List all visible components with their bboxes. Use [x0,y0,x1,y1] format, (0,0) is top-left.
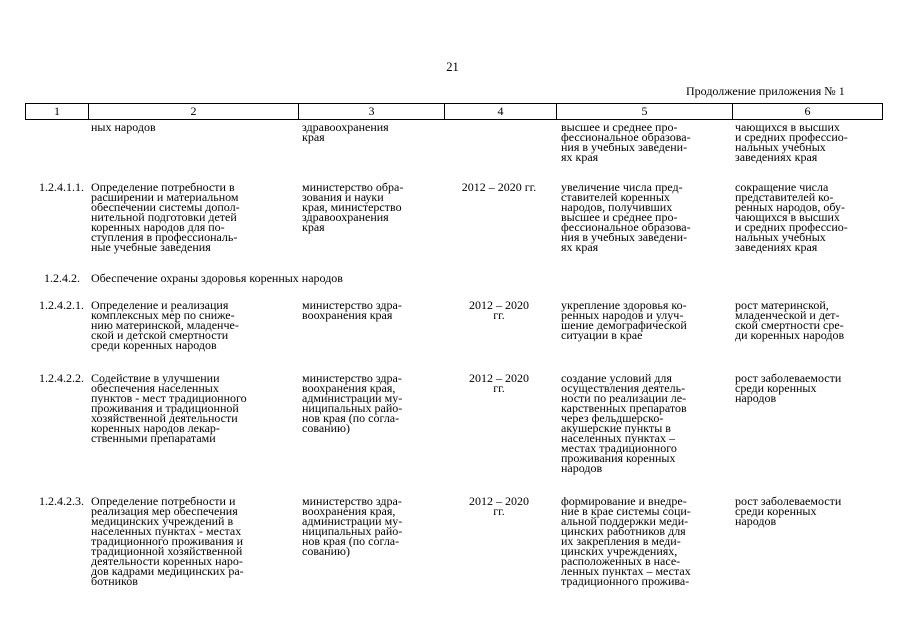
text-line: нительной подготовки детей [91,210,237,224]
continuation-label: Продолжение приложения № 1 [686,84,845,98]
page-number: 21 [446,60,459,74]
row-task-cell [91,496,291,586]
text-line: администрации му- [302,391,403,405]
text-line: сованию) [302,544,350,558]
text-line: воохранения края, [302,381,396,395]
text-line: гг. [493,381,505,395]
text-line: зования и науки [302,190,384,204]
row-period-cell [443,300,555,320]
text-line: Определение потребности и [91,494,236,508]
subheading-text: Обеспечение охраны здоровья коренных народов [91,271,343,285]
row-period-cell [443,373,555,393]
text-line: ской и детской смертности [91,328,229,342]
text-line: ставителей коренных [561,190,670,204]
text-line: заведениях края [735,240,818,254]
text-line: 2012 – 2020 гг. [461,180,537,194]
text-line: акушерские пункты в [561,421,671,435]
text-line: народов [561,461,603,475]
header-col-5: 5 [556,104,732,119]
header-col-1: 1 [54,104,60,118]
text-line: ситуации в крае [561,328,643,342]
text-line: высшее и среднее про- [561,120,678,134]
text-line: ренных народов, обу- [735,200,846,214]
text-line: 2012 – 2020 [469,494,529,508]
text-line: здравоохранения [302,120,389,134]
text-line: 2012 – 2020 [469,371,529,385]
text-line: нов края (по согла- [302,534,400,548]
text-line: министерство здра- [302,371,402,385]
text-line: ступления в профессиональ- [91,230,238,244]
text-line: края [302,220,325,234]
text-line: ди коренных народов [735,328,845,342]
row-period-cell [443,182,555,192]
row-executor-cell [302,182,440,232]
row-effect-cell [735,122,881,162]
subheading-number: 1.2.4.2. [44,271,80,285]
text-line: ных народов [91,120,156,134]
text-line: нию материнской, младенче- [91,318,239,332]
row-number: 1.2.4.2.2. [39,371,84,385]
text-line: Определение и реализация [91,298,229,312]
text-line: местах традиционного [561,441,677,455]
text-line: ской смертности сре- [735,318,844,332]
text-line: сокращение числа [735,180,829,194]
text-line: расположенных в насе- [561,554,681,568]
text-line: ниципальных райо- [302,401,403,415]
text-line: увеличение числа пред- [561,180,683,194]
text-line: создание условий для [561,371,672,385]
text-line: ленных пунктах – местах [561,564,691,578]
row-executor-cell [302,496,440,556]
text-line: рост материнской, [735,298,829,312]
text-line: нальных учебных [735,230,826,244]
text-line: ренных народов и улуч- [561,308,684,322]
text-line: хозяйственной деятельности [91,411,238,425]
text-line: высшее и среднее про- [561,210,678,224]
text-line: ности по реализации ле- [561,391,687,405]
text-line: народов [735,391,777,405]
text-line: администрации му- [302,514,403,528]
text-line: воохранения края [302,308,393,322]
text-line: шение демографической [561,318,687,332]
text-line: цинских учреждениях, [561,544,678,558]
text-line: реализация мер обеспечения [91,504,238,518]
row-effect-cell [735,300,881,340]
text-line: нов края (по согла- [302,411,400,425]
text-line: дов кадрами медицинских ра- [91,564,244,578]
text-line: ниципальных райо- [302,524,403,538]
text-line: ственными препаратами [91,431,216,445]
row-task-cell [91,122,291,132]
text-line: ные учебные заведения [91,240,211,254]
text-line: гг. [493,504,505,518]
row-result-cell [561,496,728,586]
text-line: фессиональное образова- [561,130,691,144]
text-line: 2012 – 2020 [469,298,529,312]
text-line: деятельности коренных наро- [91,554,243,568]
text-line: и средних профессио- [735,220,848,234]
text-line: министерство обра- [302,180,404,194]
row-number: 1.2.4.2.1. [39,298,84,312]
text-line: среди коренных [735,504,817,518]
text-line: здравоохранения [302,210,389,224]
text-line: обеспечении системы допол- [91,200,240,214]
row-task-cell [91,300,291,350]
text-line: воохранения края, [302,504,396,518]
text-line: укрепление здоровья ко- [561,298,687,312]
text-line: младенческой и дет- [735,308,840,322]
text-line: края [302,130,325,144]
text-line: ботников [91,574,138,588]
table-header-row [25,103,883,120]
text-line: представителей ко- [735,190,834,204]
text-line: ния в учебных заведени- [561,230,688,244]
text-line: гг. [493,308,505,322]
text-line: рост заболеваемости [735,371,842,385]
text-line: традиционного прожива- [561,574,690,588]
text-line: фессиональное образова- [561,220,691,234]
row-number: 1.2.4.2.3. [39,494,84,508]
text-line: обеспечения населенных [91,381,219,395]
text-line: карственных препаратов [561,401,687,415]
text-line: среди коренных [735,381,817,395]
row-executor-cell [302,373,440,433]
text-line: альной поддержки меди- [561,514,689,528]
header-col-6: 6 [732,104,882,119]
row-effect-cell [735,496,881,526]
text-line: заведениях края [735,150,818,164]
row-result-cell [561,122,728,162]
text-line: проживания и традиционной [91,401,239,415]
text-line: чающихся в высших [735,210,840,224]
text-line: министерство здра- [302,494,402,508]
row-result-cell [561,373,728,473]
row-effect-cell [735,373,881,403]
row-executor-cell [302,122,440,142]
text-line: через фельдшерско- [561,411,664,425]
text-line: формирование и внедре- [561,494,687,508]
text-line: цинских работников для [561,524,686,538]
text-line: рост заболеваемости [735,494,842,508]
text-line: проживания коренных [561,451,676,465]
row-task-cell [91,373,291,443]
row-executor-cell [302,300,440,320]
text-line: расширении и материальном [91,190,239,204]
text-line: Содействие в улучшении [91,371,220,385]
text-line: традиционной хозяйственной [91,544,243,558]
text-line: и средних профессио- [735,130,848,144]
text-line: комплексных мер по сниже- [91,308,235,322]
header-col-4: 4 [444,104,556,119]
text-line: народов [735,514,777,528]
text-line: населенных пунктах – [561,431,675,445]
text-line: чающихся в высших [735,120,840,134]
header-col-2: 2 [88,104,298,119]
text-line: осуществления деятель- [561,381,686,395]
text-line: народов, получивших [561,200,673,214]
text-line: министерство здра- [302,298,402,312]
text-line: пунктов - мест традиционного [91,391,247,405]
row-period-cell [443,496,555,516]
text-line: среди коренных народов [91,338,217,352]
text-line: сованию) [302,421,350,435]
row-result-cell [561,300,728,340]
text-line: Определение потребности в [91,180,235,194]
text-line: ния в учебных заведени- [561,140,688,154]
header-col-3: 3 [298,104,444,119]
row-number: 1.2.4.1.1. [39,180,84,194]
text-line: традиционного проживания и [91,534,244,548]
text-line: населенных пунктах - местах [91,524,242,538]
text-line: медицинских учреждений в [91,514,234,528]
row-task-cell [91,182,291,252]
text-line: их закрепления в меди- [561,534,681,548]
text-line: края, министерство [302,200,402,214]
text-line: коренных народов для по- [91,220,225,234]
text-line: ние в крае системы соци- [561,504,691,518]
row-result-cell [561,182,728,252]
text-line: ях края [561,150,599,164]
text-line: ях края [561,240,599,254]
text-line: нальных учебных [735,140,826,154]
text-line: коренных народов лекар- [91,421,220,435]
row-effect-cell [735,182,881,252]
